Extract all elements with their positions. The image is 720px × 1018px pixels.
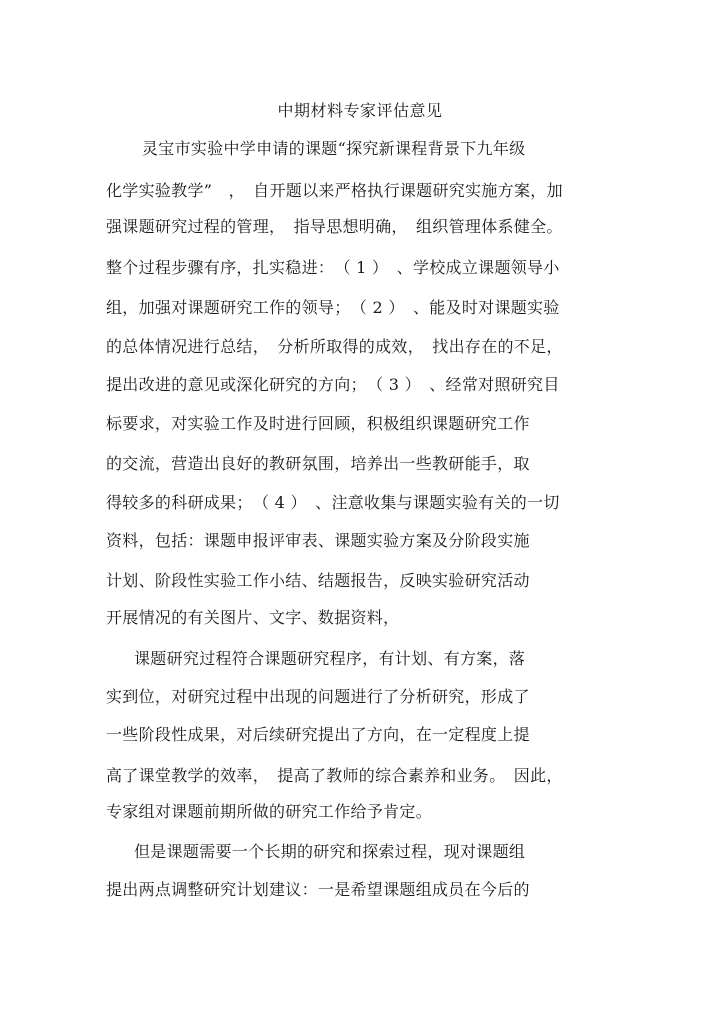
- paragraph-line: 标要求，对实验工作及时进行回顾，积极组织课题研究工作: [106, 414, 530, 433]
- paragraph-line: 但是课题需要一个长期的研究和探索过程，现对课题组: [134, 842, 526, 861]
- paragraph-line: 课题研究过程符合课题研究程序，有计划、有方案，落: [134, 649, 526, 668]
- paragraph-line: 的总体情况进行总结， 分析所取得的成效， 找出存在的不足，: [106, 337, 563, 356]
- paragraph-line: 实到位，对研究过程中出现的问题进行了分析研究，形成了: [106, 687, 530, 706]
- paragraph-line: 专家组对课题前期所做的研究工作给予肯定。: [106, 802, 433, 821]
- paragraph-line: 得较多的科研成果； （ 4 ） 、注意收集与课题实验有关的一切: [106, 493, 560, 512]
- paragraph-line: 的交流，营造出良好的教研氛围，培养出一些教研能手，取: [106, 454, 530, 473]
- paragraph-line: 提出两点调整研究计划建议：一是希望课题组成员在今后的: [106, 880, 530, 899]
- paragraph-line: 化学实验教学” ， 自开题以来严格执行课题研究实施方案，加: [106, 181, 563, 200]
- paragraph-line: 开展情况的有关图片、文字、数据资料，: [106, 608, 400, 627]
- paragraph-line: 灵宝市实验中学申请的课题“探究新课程背景下九年级: [142, 139, 526, 158]
- paragraph-line: 计划、阶段性实验工作小结、结题报告，反映实验研究活动: [106, 571, 530, 590]
- paragraph-line: 提出改进的意见或深化研究的方向； （ 3 ） 、经常对照研究目: [106, 375, 560, 394]
- paragraph-line: 组，加强对课题研究工作的领导； （ 2 ） 、能及时对课题实验: [106, 298, 560, 317]
- paragraph-line: 整个过程步骤有序，扎实稳进： （ 1 ） 、学校成立课题领导小: [106, 258, 560, 277]
- paragraph-line: 高了课堂教学的效率， 提高了教师的综合素养和业务。 因此，: [106, 766, 563, 785]
- paragraph-line: 资料，包括：课题申报评审表、课题实验方案及分阶段实施: [106, 531, 530, 550]
- paragraph-line: 一些阶段性成果，对后续研究提出了方向，在一定程度上提: [106, 725, 530, 744]
- paragraph-line: 强课题研究过程的管理， 指导思想明确， 组织管理体系健全。: [106, 217, 563, 236]
- page-title: 中期材料专家评估意见: [277, 101, 443, 120]
